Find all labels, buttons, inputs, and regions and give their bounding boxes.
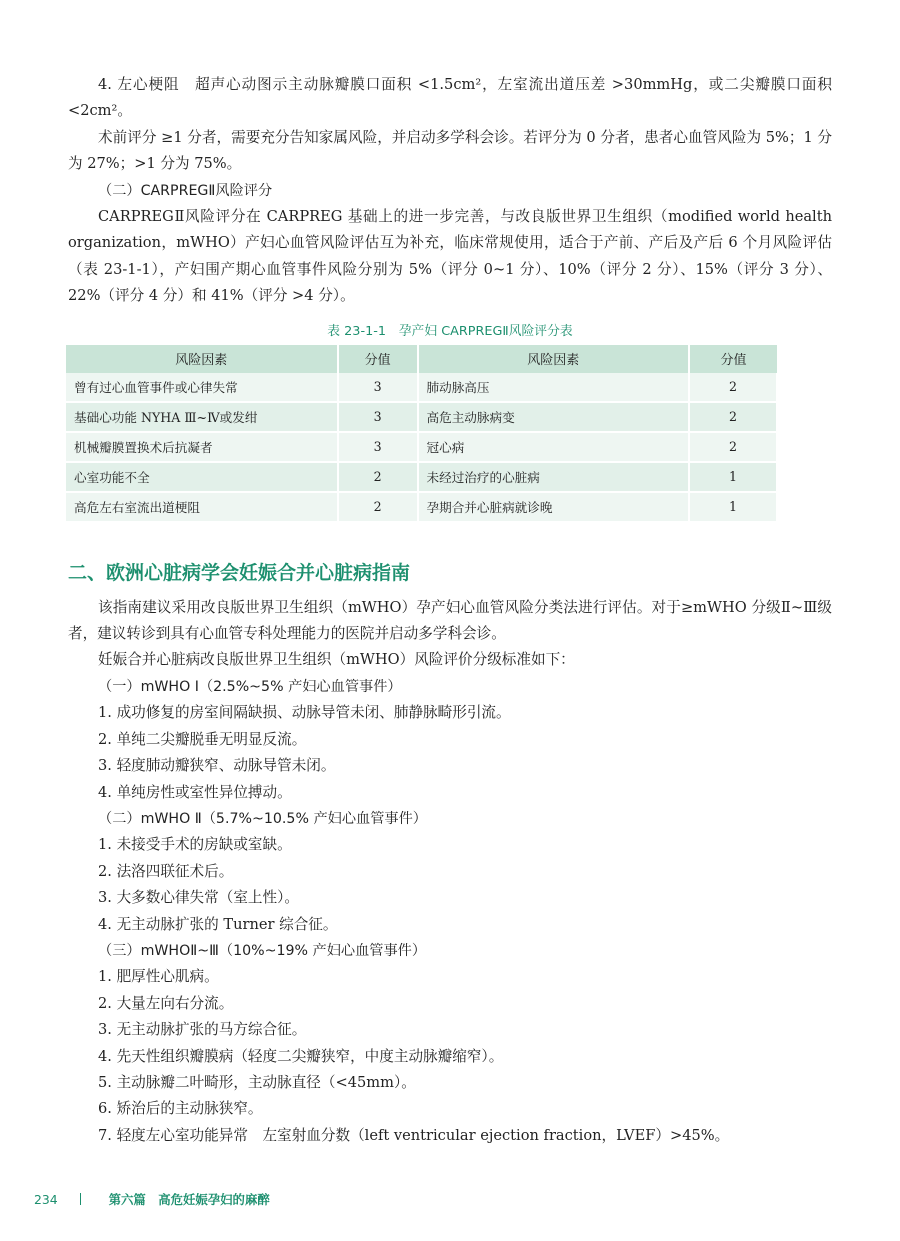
group-heading-mwho-2-3: （三）mWHOⅡ~Ⅲ（10%~19% 产妇心血管事件） — [98, 942, 427, 959]
table-cell: 冠心病 — [418, 432, 690, 462]
table-cell: 1 — [689, 462, 777, 492]
table-cell: 2 — [689, 432, 777, 462]
list-item: 2. 大量左向右分流。 — [98, 994, 234, 1012]
table-cell: 心室功能不全 — [66, 462, 338, 492]
list-item: 4. 无主动脉扩张的 Turner 综合征。 — [98, 915, 338, 933]
list-item: 4. 单纯房性或室性异位搏动。 — [98, 783, 292, 801]
table-cell: 孕期合并心脏病就诊晚 — [418, 492, 690, 522]
table-cell: 2 — [689, 373, 777, 402]
page-footer — [34, 1190, 270, 1208]
paragraph-risk-score: 术前评分 ≥1 分者，需要充分告知家属风险，并启动多学科会诊。若评分为 0 分者，患者心血管风险为 5%；1 分为 27%；>1 分为 75%。 — [68, 128, 832, 173]
table-row — [66, 462, 777, 492]
table-row — [66, 373, 777, 402]
table-cell: 3 — [338, 402, 418, 432]
table-cell: 基础心功能 NYHA Ⅲ~Ⅳ或发绀 — [66, 402, 338, 432]
table-cell: 2 — [338, 492, 418, 522]
list-item: 6. 矫治后的主动脉狭窄。 — [98, 1100, 263, 1118]
table-cell: 高危左右室流出道梗阻 — [66, 492, 338, 522]
table-caption: 表 23-1-1 孕产妇 CARPREGⅡ风险评分表 — [327, 323, 573, 339]
table-cell: 3 — [338, 373, 418, 402]
group-heading-mwho-1: （一）mWHO Ⅰ（2.5%~5% 产妇心血管事件） — [98, 678, 402, 695]
list-item: 3. 轻度肺动瓣狭窄、动脉导管未闭。 — [98, 757, 336, 775]
header-score-right: 分值 — [689, 345, 777, 373]
table-row — [66, 402, 777, 432]
table-cell: 2 — [338, 462, 418, 492]
page-number: 234 — [34, 1192, 58, 1207]
list-item: 2. 单纯二尖瓣脱垂无明显反流。 — [98, 730, 307, 748]
list-item: 1. 肥厚性心肌病。 — [98, 968, 219, 986]
list-item: 4. 先天性组织瓣膜病（轻度二尖瓣狭窄，中度主动脉瓣缩窄）。 — [98, 1047, 504, 1065]
table-row — [66, 492, 777, 522]
table-cell: 曾有过心血管事件或心律失常 — [66, 373, 338, 402]
table-cell: 肺动脉高压 — [418, 373, 690, 402]
table-cell: 高危主动脉病变 — [418, 402, 690, 432]
paragraph-left-obstruction: 4. 左心梗阻 超声心动图示主动脉瓣膜口面积 <1.5cm²，左室流出道压差 >30mmHg，或二尖瓣膜口面积 <2cm²。 — [68, 76, 832, 120]
part-label: 第六篇 高危妊娠孕妇的麻醉 — [108, 1192, 270, 1207]
list-item: 1. 成功修复的房室间隔缺损、动脉导管未闭、肺静脉畸形引流。 — [98, 704, 511, 722]
list-item: 3. 大多数心律失常（室上性）。 — [98, 889, 299, 907]
section-heading-esc-guideline: 二、欧洲心脏病学会妊娠合并心脏病指南 — [68, 561, 411, 584]
paragraph-esc-intro: 该指南建议采用改良版世界卫生组织（mWHO）孕产妇心血管风险分类法进行评估。对于≥mWHO 分级Ⅱ~Ⅲ级者，建议转诊到具有心血管专科处理能力的医院并启动多学科会诊。 — [68, 598, 832, 643]
list-item: 5. 主动脉瓣二叶畸形，主动脉直径（<45mm）。 — [98, 1073, 416, 1091]
table-header-row — [66, 345, 777, 373]
list-item: 2. 法洛四联征术后。 — [98, 862, 234, 880]
table-cell: 2 — [689, 402, 777, 432]
footer-divider — [80, 1193, 81, 1205]
header-factor-left: 风险因素 — [66, 345, 338, 373]
table-cell: 未经过治疗的心脏病 — [418, 462, 690, 492]
header-score-left: 分值 — [338, 345, 418, 373]
table-cell: 3 — [338, 432, 418, 462]
group-heading-mwho-2: （二）mWHO Ⅱ（5.7%~10.5% 产妇心血管事件） — [98, 810, 427, 827]
paragraph-carpreg2: CARPREGⅡ风险评分在 CARPREG 基础上的进一步完善，与改良版世界卫生组织（modified world health organization，mWHO）产妇心血管风险评估互为补充，临床常规使用，适合于产前、产后及产后 6 个月风险评估（表 23-1-1），产妇围产期心血管事件风险分别为 5%（评分 0~1 分）、10%（评分 2 分）、15%（评分 3 分）、22%（评分 4 分）和 41%（评分 >4 分）。 — [68, 208, 832, 305]
paragraph-mwho-criteria: 妊娠合并心脏病改良版世界卫生组织（mWHO）风险评价分级标准如下： — [98, 651, 575, 669]
table-cell: 1 — [689, 492, 777, 522]
header-factor-right: 风险因素 — [418, 345, 690, 373]
page-body — [68, 72, 832, 1149]
list-item: 7. 轻度左心室功能异常 左室射血分数（left ventricular ejection fraction，LVEF）>45%。 — [98, 1126, 730, 1144]
subsection-heading-carpreg2: （二）CARPREGⅡ风险评分 — [98, 182, 273, 199]
table-row — [66, 432, 777, 462]
table-cell: 机械瓣膜置换术后抗凝者 — [66, 432, 338, 462]
risk-score-table — [66, 345, 778, 523]
list-item: 3. 无主动脉扩张的马方综合征。 — [98, 1021, 307, 1039]
list-item: 1. 未接受手术的房缺或室缺。 — [98, 836, 292, 854]
